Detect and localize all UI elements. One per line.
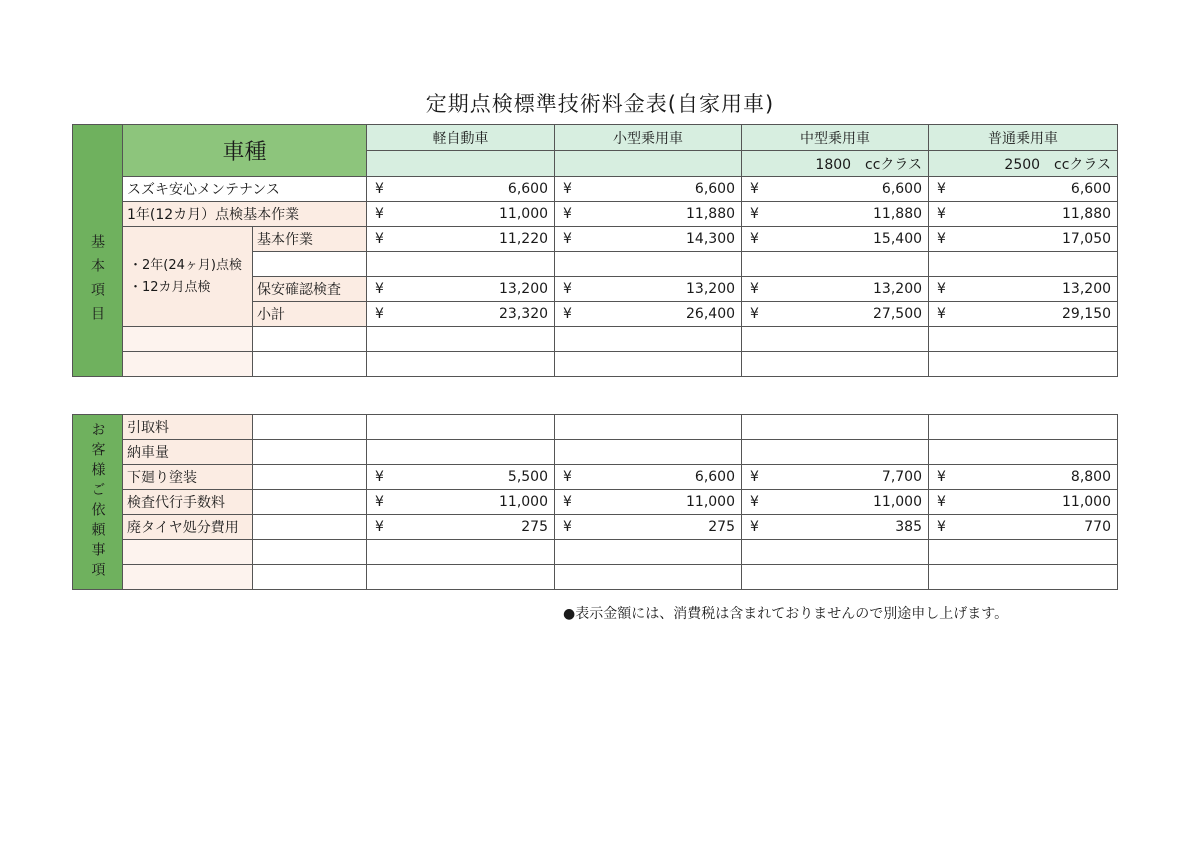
empty-cell	[929, 252, 1118, 277]
fee-cell: ¥ 11,000	[742, 490, 929, 515]
empty-cell	[742, 540, 929, 565]
row-label: 下廻り塗装	[123, 465, 253, 490]
empty-cell	[367, 440, 555, 465]
row-label: 検査代行手数料	[123, 490, 253, 515]
fee-cell: ¥ 27,500	[742, 302, 929, 327]
empty-cell	[367, 540, 555, 565]
empty-cell	[555, 440, 742, 465]
empty-cell	[742, 415, 929, 440]
fee-cell: ¥ 6,600	[555, 465, 742, 490]
empty-cell	[555, 327, 742, 352]
row-label: 廃タイヤ処分費用	[123, 515, 253, 540]
fee-cell: ¥ 275	[367, 515, 555, 540]
empty-cell	[555, 565, 742, 590]
fee-cell: ¥ 26,400	[555, 302, 742, 327]
empty-cell	[253, 515, 367, 540]
fee-cell: ¥ 13,200	[929, 277, 1118, 302]
col-class-kei	[367, 151, 555, 177]
fee-cell: ¥ 17,050	[929, 227, 1118, 252]
inspection-item: ・2年(24ヶ月)点検	[129, 257, 242, 273]
col-header-kei: 軽自動車	[367, 125, 555, 151]
fee-cell: ¥ 6,600	[742, 177, 929, 202]
row-label: 基本作業	[253, 227, 367, 252]
fee-cell: ¥ 770	[929, 515, 1118, 540]
fee-cell: ¥ 11,880	[742, 202, 929, 227]
empty-cell	[555, 540, 742, 565]
fee-cell: ¥ 11,880	[555, 202, 742, 227]
empty-cell	[929, 540, 1118, 565]
empty-cell	[253, 327, 367, 352]
empty-cell	[253, 465, 367, 490]
customer-request-table	[72, 414, 1118, 590]
empty-cell	[742, 440, 929, 465]
empty-cell	[555, 352, 742, 377]
customer-side-label: お客様ご依頼事項	[73, 415, 123, 590]
fee-cell: ¥ 11,880	[929, 202, 1118, 227]
inspection-item: ・12カ月点検	[129, 279, 211, 295]
fee-cell: ¥ 13,200	[742, 277, 929, 302]
empty-cell	[742, 252, 929, 277]
fee-cell: ¥ 11,000	[929, 490, 1118, 515]
empty-cell	[123, 327, 253, 352]
fee-cell: ¥ 13,200	[367, 277, 555, 302]
row-label: 保安確認検査	[253, 277, 367, 302]
empty-cell	[742, 327, 929, 352]
empty-cell	[123, 565, 253, 590]
empty-cell	[929, 415, 1118, 440]
fee-cell: ¥ 385	[742, 515, 929, 540]
empty-cell	[253, 352, 367, 377]
empty-cell	[929, 352, 1118, 377]
tax-note: ●表示金額には、消費税は含まれておりませんので別途申し上げます。	[563, 606, 1009, 622]
fee-cell: ¥ 15,400	[742, 227, 929, 252]
empty-cell	[253, 490, 367, 515]
col-header-medium: 中型乗用車	[742, 125, 929, 151]
empty-cell	[253, 440, 367, 465]
inspection-items-cell	[123, 227, 253, 327]
fee-cell: ¥ 11,000	[367, 490, 555, 515]
empty-cell	[253, 415, 367, 440]
vehicle-type-header: 車種	[123, 125, 367, 177]
empty-cell	[123, 352, 253, 377]
fee-cell: ¥ 14,300	[555, 227, 742, 252]
fee-cell: ¥ 13,200	[555, 277, 742, 302]
empty-cell	[367, 327, 555, 352]
empty-cell	[555, 415, 742, 440]
col-class-small	[555, 151, 742, 177]
empty-cell	[123, 540, 253, 565]
empty-cell	[929, 440, 1118, 465]
row-label: 引取料	[123, 415, 253, 440]
fee-cell: ¥ 23,320	[367, 302, 555, 327]
empty-cell	[929, 327, 1118, 352]
fee-cell: ¥ 6,600	[555, 177, 742, 202]
fee-cell: ¥ 6,600	[929, 177, 1118, 202]
basic-side-label: 基本項目	[89, 234, 105, 330]
row-label	[253, 252, 367, 277]
page-title: 定期点検標準技術料金表(自家用車)	[425, 92, 775, 116]
fee-cell: ¥ 11,220	[367, 227, 555, 252]
empty-cell	[367, 252, 555, 277]
fee-cell: ¥ 6,600	[367, 177, 555, 202]
fee-cell: ¥ 8,800	[929, 465, 1118, 490]
col-class-medium: 1800 ccクラス	[742, 151, 929, 177]
row-label: 納車量	[123, 440, 253, 465]
row-label: 1年(12カ月）点検基本作業	[123, 202, 367, 227]
fee-cell: ¥ 7,700	[742, 465, 929, 490]
empty-cell	[367, 415, 555, 440]
empty-cell	[367, 352, 555, 377]
empty-cell	[742, 565, 929, 590]
col-header-regular: 普通乗用車	[929, 125, 1118, 151]
fee-cell: ¥ 275	[555, 515, 742, 540]
col-class-regular: 2500 ccクラス	[929, 151, 1118, 177]
fee-cell: ¥ 5,500	[367, 465, 555, 490]
empty-cell	[367, 565, 555, 590]
fee-cell: ¥ 29,150	[929, 302, 1118, 327]
empty-cell	[929, 565, 1118, 590]
empty-cell	[253, 565, 367, 590]
fee-cell: ¥ 11,000	[555, 490, 742, 515]
empty-cell	[555, 252, 742, 277]
empty-cell	[253, 540, 367, 565]
fee-cell: ¥ 11,000	[367, 202, 555, 227]
col-header-small: 小型乗用車	[555, 125, 742, 151]
row-label: 小計	[253, 302, 367, 327]
empty-cell	[742, 352, 929, 377]
basic-fee-table	[72, 124, 1118, 377]
row-label: スズキ安心メンテナンス	[123, 177, 367, 202]
